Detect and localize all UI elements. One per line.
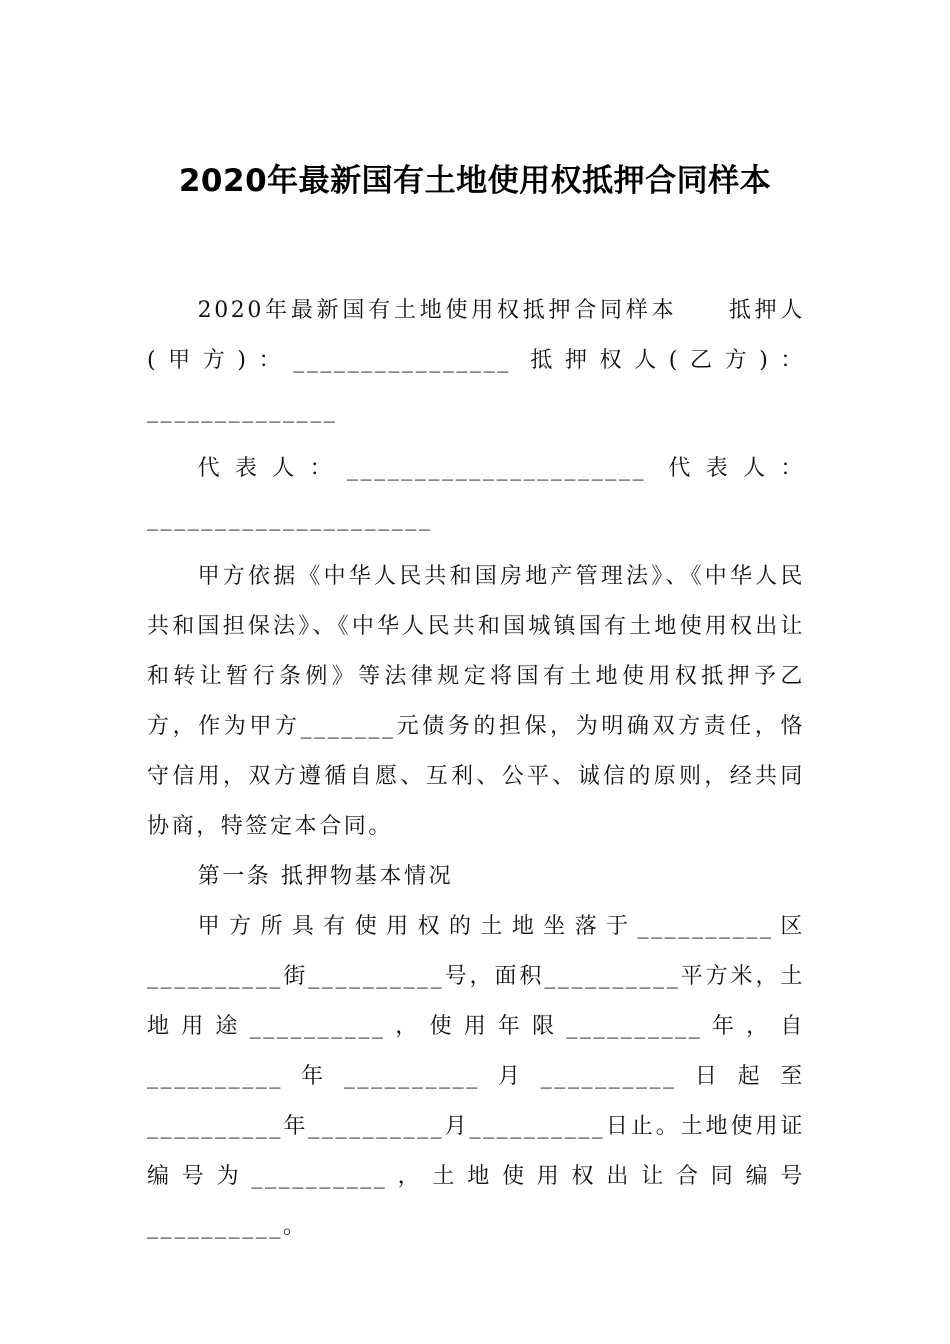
document-title: 2020年最新国有土地使用权抵押合同样本 [178, 163, 772, 199]
spacer [147, 544, 805, 552]
document-body [147, 286, 805, 1252]
paragraph-article-1: 甲方所具有使用权的土地坐落于__________区__________街__________号，面积__________平方米，土地用途__________，使用年限__________年，自__________年__________月__________日起至__________年__________月__________日止。土地使用证编号为__________，土地使用权出让合同编号__________。 [147, 914, 805, 1239]
paragraph-representatives: 代表人：______________________ 代表人：_____________________ [147, 456, 805, 531]
article-heading: 第一条 抵押物基本情况 [197, 864, 454, 889]
spacer [147, 436, 805, 444]
paragraph-parties: 2020年最新国有土地使用权抵押合同样本 抵押人(甲方)：________________ 抵押权人(乙方)：______________ [147, 298, 805, 423]
paragraph-preamble: 甲方依据《中华人民共和国房地产管理法》、《中华人民共和国担保法》、《中华人民共和国城镇国有土地使用权出让和转让暂行条例》等法律规定将国有土地使用权抵押予乙方，作为甲方_______元债务的担保，为明确双方责任，恪守信用，双方遵循自愿、互利、公平、诚信的原则，经共同协商，特签定本合同。 [147, 564, 805, 839]
